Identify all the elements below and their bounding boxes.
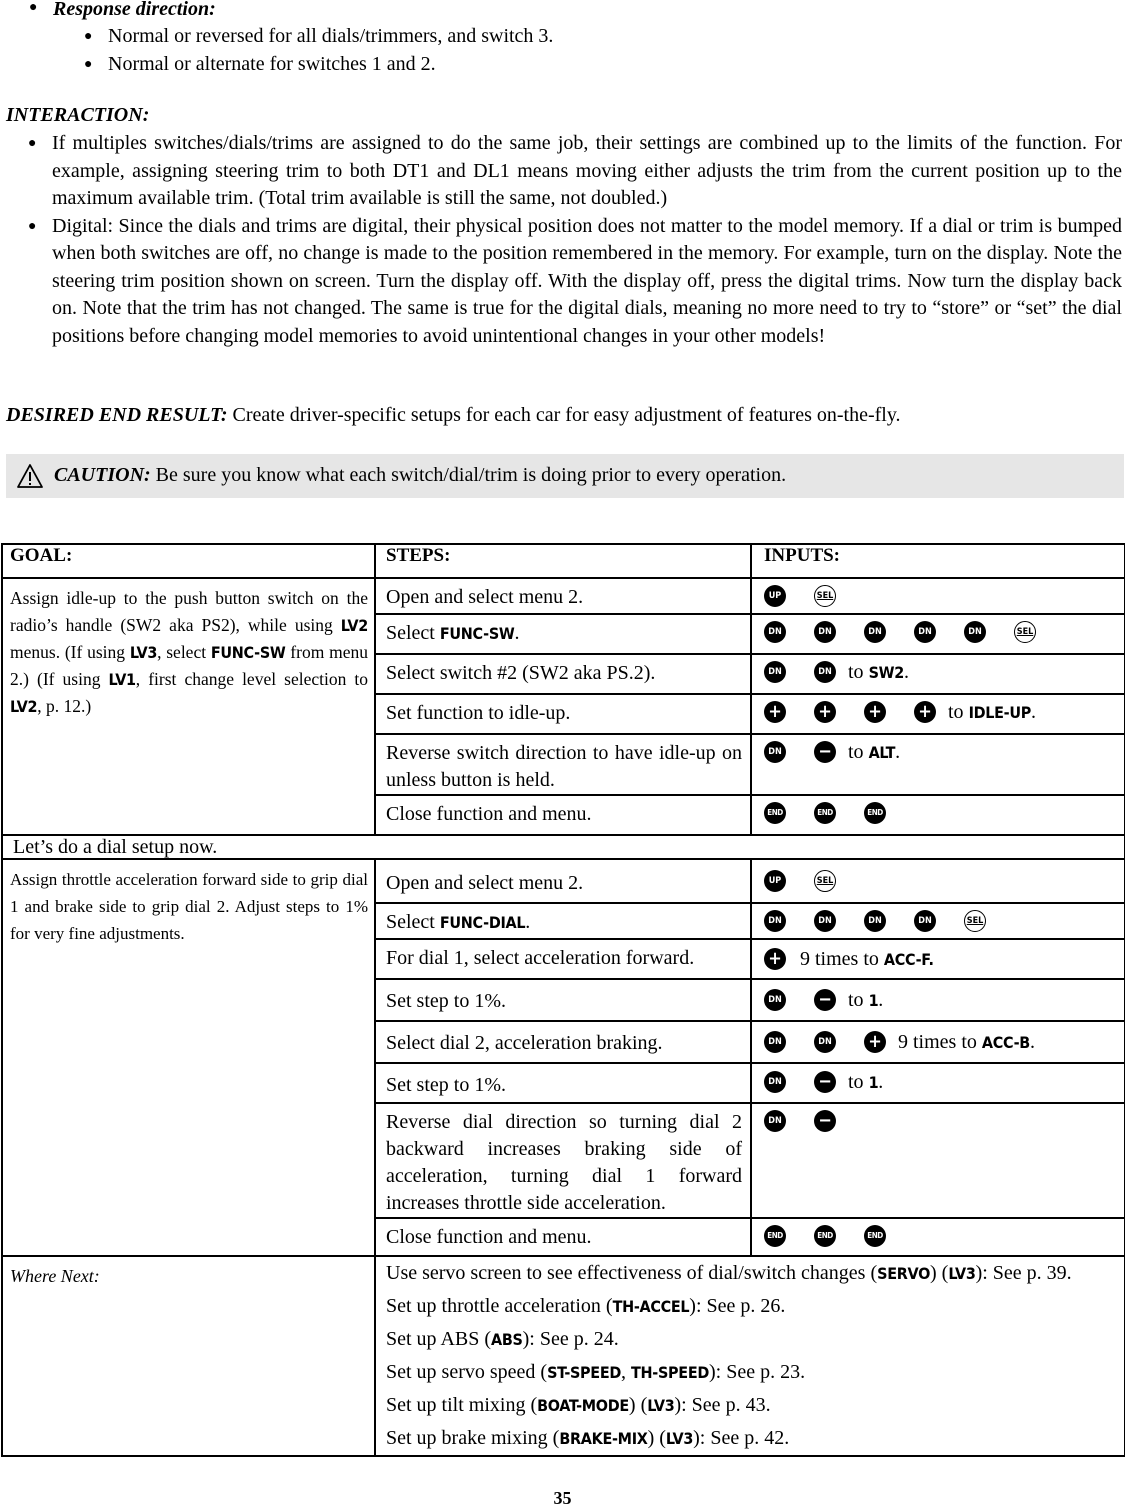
step-text: Close function and menu. xyxy=(375,795,751,835)
dn-button-icon: DN xyxy=(914,910,936,932)
dn-button-icon: DN xyxy=(764,989,786,1011)
sel-button-icon: SEL xyxy=(1014,621,1036,643)
dn-button-icon: DN xyxy=(814,621,836,643)
dn-button-icon: DN xyxy=(914,621,936,643)
minus-button-icon: − xyxy=(814,989,836,1011)
input-sequence xyxy=(751,795,1125,835)
minus-button-icon: − xyxy=(814,1071,836,1093)
dn-button-icon: DN xyxy=(814,661,836,683)
step-text: Open and select menu 2. xyxy=(375,859,751,903)
list-item: Use servo screen to see effectiveness of dial/switch changes (SERVO) (LV3): See p. 39. xyxy=(386,1262,1072,1284)
dn-button-icon: DN xyxy=(764,1110,786,1132)
end-button-icon: END xyxy=(814,802,836,824)
list-item: ● Digital: Since the dials and trims are digital, their physical position does not matter to the model memory. If a dial or trim is bumped when both switches are off, no change is made to the position remembered in the memory. For example, turn on the display. Note the steering trim position shown on screen. Turn the display off. With the display off, press the digital trims. Now turn the display back on. Note that the trim has not changed. The same is true for the digital dials, meaning no more need to try to “store” or “set” the dial positions before changing model memories to avoid unintentional changes in your other models! xyxy=(52,213,1122,351)
table-row xyxy=(2,835,1125,859)
input-sequence: DN − to 1. xyxy=(751,979,1125,1021)
step-text: Open and select menu 2. xyxy=(375,578,751,614)
up-button-icon: UP xyxy=(764,585,786,607)
minus-button-icon: − xyxy=(814,741,836,763)
plus-button-icon: + xyxy=(864,1031,886,1053)
list-item: ● Normal or reversed for all dials/trimmers, and switch 3. xyxy=(108,23,1108,51)
input-sequence xyxy=(751,1103,1125,1218)
end-button-icon: END xyxy=(864,802,886,824)
up-button-icon: UP xyxy=(764,870,786,892)
interaction-list xyxy=(52,130,1122,350)
desired-label: DESIRED END RESULT: xyxy=(6,404,228,426)
step-text: For dial 1, select acceleration forward. xyxy=(375,939,751,979)
dn-button-icon: DN xyxy=(764,1071,786,1093)
list-item: ● If multiples switches/dials/trims are assigned to do the same job, their settings are combined up to the limits of the function. For example, assigning steering trim to both DT1 and DL1 means moving either adjusts the trim from the current position up to the maximum available trim. (Total trim available is still the same, not doubled.) xyxy=(52,130,1122,213)
plus-button-icon: + xyxy=(764,948,786,970)
step-text: Set function to idle-up. xyxy=(375,694,751,734)
end-button-icon: END xyxy=(864,1225,886,1247)
table-row xyxy=(2,578,1125,614)
input-sequence xyxy=(751,859,1125,903)
where-next-row xyxy=(2,1256,1125,1456)
end-button-icon: END xyxy=(814,1225,836,1247)
input-sequence: DN DN + 9 times to ACC-B. xyxy=(751,1021,1125,1063)
dn-button-icon: DN xyxy=(764,910,786,932)
input-sequence xyxy=(751,614,1125,654)
sel-button-icon: SEL xyxy=(964,910,986,932)
desired-text: Create driver-specific setups for each car for easy adjustment of features on-the-fly. xyxy=(227,404,901,426)
section-divider: Let’s do a dial setup now. xyxy=(2,835,1125,859)
goal-dial-setup: Assign throttle acceleration forward side to grip dial 1 and brake side to grip dial 2. Adjust steps to 1% for very fine adjustments. xyxy=(2,859,375,1256)
table-header-row xyxy=(2,544,1125,578)
header-steps: STEPS: xyxy=(375,544,751,578)
input-sequence xyxy=(751,903,1125,939)
header-goal: GOAL: xyxy=(2,544,375,578)
goal-idle-up: Assign idle-up to the push button switch on the radio’s handle (SW2 aka PS2), while using LV2 menus. (If using LV3, select FUNC-SW from menu 2.) (If using LV1, first change level selection to LV2, p. 12.) xyxy=(2,578,375,835)
sel-button-icon: SEL xyxy=(814,585,836,607)
page-number: 35 xyxy=(553,1488,572,1508)
plus-button-icon: + xyxy=(764,701,786,723)
list-item: Set up throttle acceleration (TH-ACCEL): See p. 26. xyxy=(386,1295,786,1317)
minus-button-icon: − xyxy=(814,1110,836,1132)
warning-triangle-icon xyxy=(16,463,44,489)
step-text: Set step to 1%. xyxy=(375,1063,751,1103)
table-row xyxy=(2,859,1125,903)
step-text: Select dial 2, acceleration braking. xyxy=(375,1021,751,1063)
step-text: Reverse switch direction to have idle-up on unless button is held. xyxy=(375,734,751,795)
dn-button-icon: DN xyxy=(964,621,986,643)
setup-table xyxy=(1,543,1125,1457)
plus-button-icon: + xyxy=(914,701,936,723)
list-item: Set up ABS (ABS): See p. 24. xyxy=(386,1328,619,1350)
end-button-icon: END xyxy=(764,802,786,824)
input-sequence: DN DN to SW2. xyxy=(751,654,1125,694)
dn-button-icon: DN xyxy=(764,661,786,683)
desired-end-result xyxy=(6,404,901,427)
dn-button-icon: DN xyxy=(864,621,886,643)
response-direction-list xyxy=(108,23,1108,78)
where-next-list xyxy=(375,1256,1125,1456)
caution-bar xyxy=(6,454,1124,498)
dn-button-icon: DN xyxy=(814,1031,836,1053)
dn-button-icon: DN xyxy=(864,910,886,932)
dn-button-icon: DN xyxy=(814,910,836,932)
caution-text: CAUTION: Be sure you know what each switch/dial/trim is doing prior to every operation. xyxy=(54,464,787,486)
list-item: Set up brake mixing (BRAKE-MIX) (LV3): See p. 42. xyxy=(386,1427,790,1449)
list-item: Set up servo speed (ST-SPEED, TH-SPEED): See p. 23. xyxy=(386,1361,806,1383)
input-sequence: DN − to ALT. xyxy=(751,734,1125,795)
caution-label: CAUTION: xyxy=(54,464,151,486)
list-item: ● Normal or alternate for switches 1 and 2. xyxy=(108,51,1108,79)
input-sequence: DN − to 1. xyxy=(751,1063,1125,1103)
dn-button-icon: DN xyxy=(764,741,786,763)
interaction-heading: INTERACTION: xyxy=(6,104,150,126)
input-sequence xyxy=(751,1218,1125,1256)
step-text: Select FUNC-SW. xyxy=(375,614,751,654)
list-item: Set up tilt mixing (BOAT-MODE) (LV3): See p. 43. xyxy=(386,1394,771,1416)
where-next-label: Where Next: xyxy=(2,1256,375,1456)
input-sequence xyxy=(751,578,1125,614)
end-button-icon: END xyxy=(764,1225,786,1247)
dn-button-icon: DN xyxy=(764,621,786,643)
header-inputs: INPUTS: xyxy=(751,544,1125,578)
step-text: Set step to 1%. xyxy=(375,979,751,1021)
plus-button-icon: + xyxy=(814,701,836,723)
dn-button-icon: DN xyxy=(764,1031,786,1053)
step-text: Select FUNC-DIAL. xyxy=(375,903,751,939)
step-text: Reverse dial direction so turning dial 2 backward increases braking side of acceleration, turning dial 1 forward increases throttle side acceleration. xyxy=(375,1103,751,1218)
sel-button-icon: SEL xyxy=(814,870,836,892)
plus-button-icon: + xyxy=(864,701,886,723)
input-sequence: + 9 times to ACC-F. xyxy=(751,939,1125,979)
response-direction-heading: ● Response direction: xyxy=(29,0,216,20)
step-text: Select switch #2 (SW2 aka PS.2). xyxy=(375,654,751,694)
step-text: Close function and menu. xyxy=(375,1218,751,1256)
input-sequence: + + + + to IDLE-UP. xyxy=(751,694,1125,734)
